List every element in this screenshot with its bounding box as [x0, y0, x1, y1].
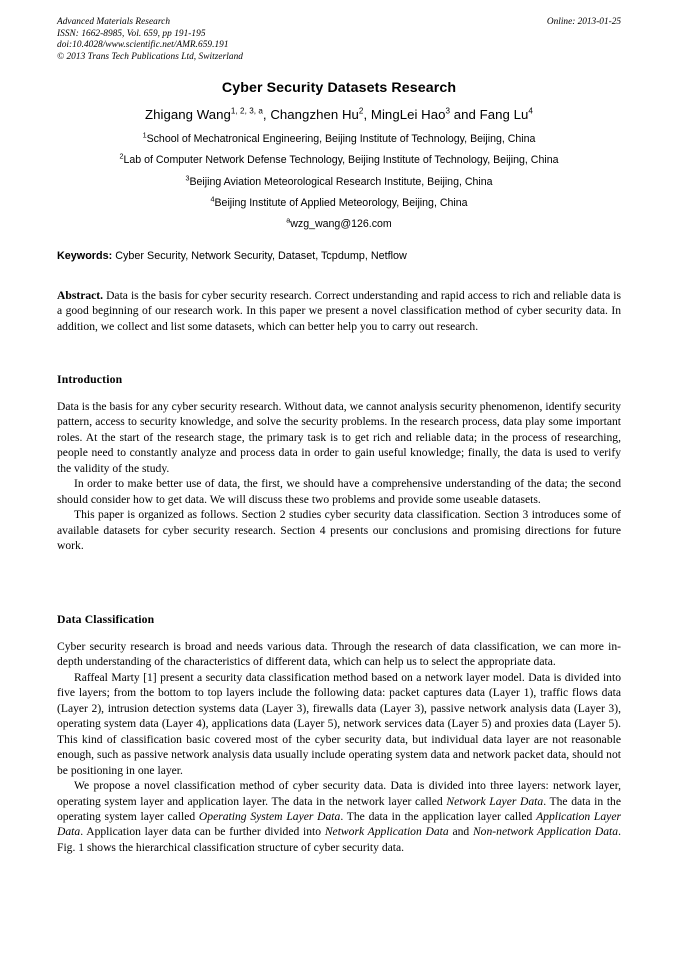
abstract-block	[57, 288, 621, 334]
author-separator: ,	[363, 107, 371, 122]
affiliation-list	[45, 129, 633, 235]
affiliation-text: wzg_wang@126.com	[290, 218, 392, 231]
body-paragraph	[57, 639, 621, 670]
journal-issn: ISSN: 1662-8985, Vol. 659, pp 191-195	[57, 28, 206, 39]
paragraph-text: and	[448, 825, 473, 839]
keywords-value: Cyber Security, Network Security, Dataset, Tcpdump, Netflow	[115, 250, 407, 262]
affiliation-marker: 3	[185, 173, 190, 183]
abstract-text: Data is the basis for cyber security research. Correct understanding and rapid access to rich and reliable data is a good beginning of our research work. In this paper we present a novel classification method of cyber security data. In addition, we collect and list some datasets, which can better help you to carry out research.	[57, 289, 621, 333]
page-title: Cyber Security Datasets Research	[221, 80, 457, 96]
affiliation-marker: 1	[142, 130, 147, 140]
section-body	[57, 639, 621, 855]
paragraph-text: Cyber security research is broad and needs various data. Through the research of data classification, we can more in-depth understanding of the characteristics of different data, which can help us to select the appropriate data.	[57, 640, 621, 669]
emphasized-term: Operating System Layer Data	[198, 809, 341, 823]
emphasized-term: Application Layer Data	[57, 809, 621, 839]
affiliation-marker: 4	[210, 194, 215, 204]
section-data-classification	[57, 613, 621, 855]
keywords-line	[57, 249, 621, 263]
affiliation-item	[45, 193, 633, 214]
section-body	[57, 399, 621, 554]
paragraph-text: . Application layer data can be further divided into	[80, 825, 325, 839]
author-affiliation-marker: 2	[358, 106, 364, 116]
title-block	[57, 80, 621, 123]
journal-name: Advanced Materials Research	[57, 17, 171, 27]
paragraph-text: . Fig. 1 shows the hierarchical classification structure of cyber security data.	[57, 825, 621, 854]
keywords-label: Keywords:	[57, 250, 113, 262]
affiliation-item	[45, 214, 633, 235]
emphasized-term: Network Layer Data	[446, 794, 544, 808]
affiliation-text: Lab of Computer Network Defense Technology, Beijing Institute of Technology, Beijing, China	[123, 154, 559, 167]
author-separator: ,	[262, 107, 271, 122]
online-date: Online: 2013-01-25	[546, 17, 621, 27]
emphasized-term: Network Application Data	[324, 825, 449, 839]
paragraph-text: . The data in the operating system layer called	[57, 794, 621, 823]
body-paragraph	[57, 399, 621, 476]
journal-doi: doi:10.4028/www.scientific.net/AMR.659.191	[57, 40, 229, 51]
paragraph-text: This paper is organized as follows. Section 2 studies cyber security data classification. Section 3 introduces some of available datasets for cyber security research. Section 4 presents our conclusions and promising directions for future work.	[57, 508, 621, 553]
section-heading: Data Classification	[57, 613, 155, 626]
affiliation-marker: 2	[119, 151, 124, 161]
section-introduction	[57, 373, 621, 554]
paragraph-text: In order to make better use of data, the first, we should have a comprehensive understanding of the data; the second should consider how to get data. We will discuss these two problems and provide some useable datasets.	[57, 477, 621, 506]
author-affiliation-marker: 4	[528, 106, 533, 116]
journal-header-left	[57, 17, 621, 63]
author-separator: and	[450, 107, 480, 122]
affiliation-text: Beijing Aviation Meteorological Research Institute, Beijing, China	[189, 175, 493, 188]
affiliation-marker: a	[286, 215, 291, 225]
section-heading: Introduction	[57, 373, 123, 386]
body-paragraph	[57, 476, 621, 507]
affiliation-item	[45, 129, 633, 150]
author-affiliation-marker: 3	[445, 106, 451, 116]
author-list	[57, 107, 621, 123]
author-name: Fang Lu	[479, 107, 529, 122]
author-name: MingLei Hao	[370, 107, 446, 122]
paragraph-text: Data is the basis for any cyber security research. Without data, we cannot analysis security phenomenon, identify security pattern, access to security knowledge, and solve the security problems. In the research process, data play some important roles. At the start of the research stage, the primary task is to get rich and reliable data; in the process of researching, people need to constantly analyze and process data in order to gain useful knowledge; finally, the data is used to verify the validity of the study.	[57, 400, 622, 475]
abstract-label: Abstract.	[57, 289, 104, 302]
body-paragraph	[57, 507, 621, 553]
affiliation-item	[45, 150, 633, 171]
emphasized-term: Non-network Application Data	[472, 825, 619, 839]
affiliation-text: School of Mechatronical Engineering, Beijing Institute of Technology, Beijing, China	[146, 133, 536, 145]
affiliation-text: Beijing Institute of Applied Meteorology, Beijing, China	[214, 196, 468, 209]
author-affiliation-marker: 1, 2, 3, a	[230, 106, 263, 116]
body-paragraph	[57, 778, 621, 855]
body-paragraph	[57, 670, 621, 778]
paragraph-text: . The data in the application layer called	[340, 809, 537, 823]
affiliation-item	[45, 172, 633, 193]
journal-header	[57, 17, 621, 63]
author-name: Changzhen Hu	[270, 107, 359, 122]
paragraph-text: We propose a novel classification method of cyber security data. Data is divided into three layers: network layer, operating system layer and application layer. The data in the network layer called	[57, 779, 621, 808]
paragraph-text: Raffeal Marty [1] present a security data classification method based on a network layer model. Data is divided into five layers; from the bottom to top layers include the following data: packet captures data (Layer 1), traffic flows data (Layer 2), intrusion detection systems data (Layer 3), firewalls data (Layer 3), passive network analysis data (Layer 3), operating system data (Layer 4), applications data (Layer 5), network services data (Layer 5) and proxies data (Layer 5). This kind of classification basic covered most of the cyber security data, but individual data layer are not reasonable enough, such as passive network analysis data usually include operating system data and network packet data, should not be positioning in one layer.	[57, 670, 621, 777]
author-name: Zhigang Wang	[145, 107, 231, 122]
journal-copyright: © 2013 Trans Tech Publications Ltd, Switzerland	[57, 51, 243, 62]
